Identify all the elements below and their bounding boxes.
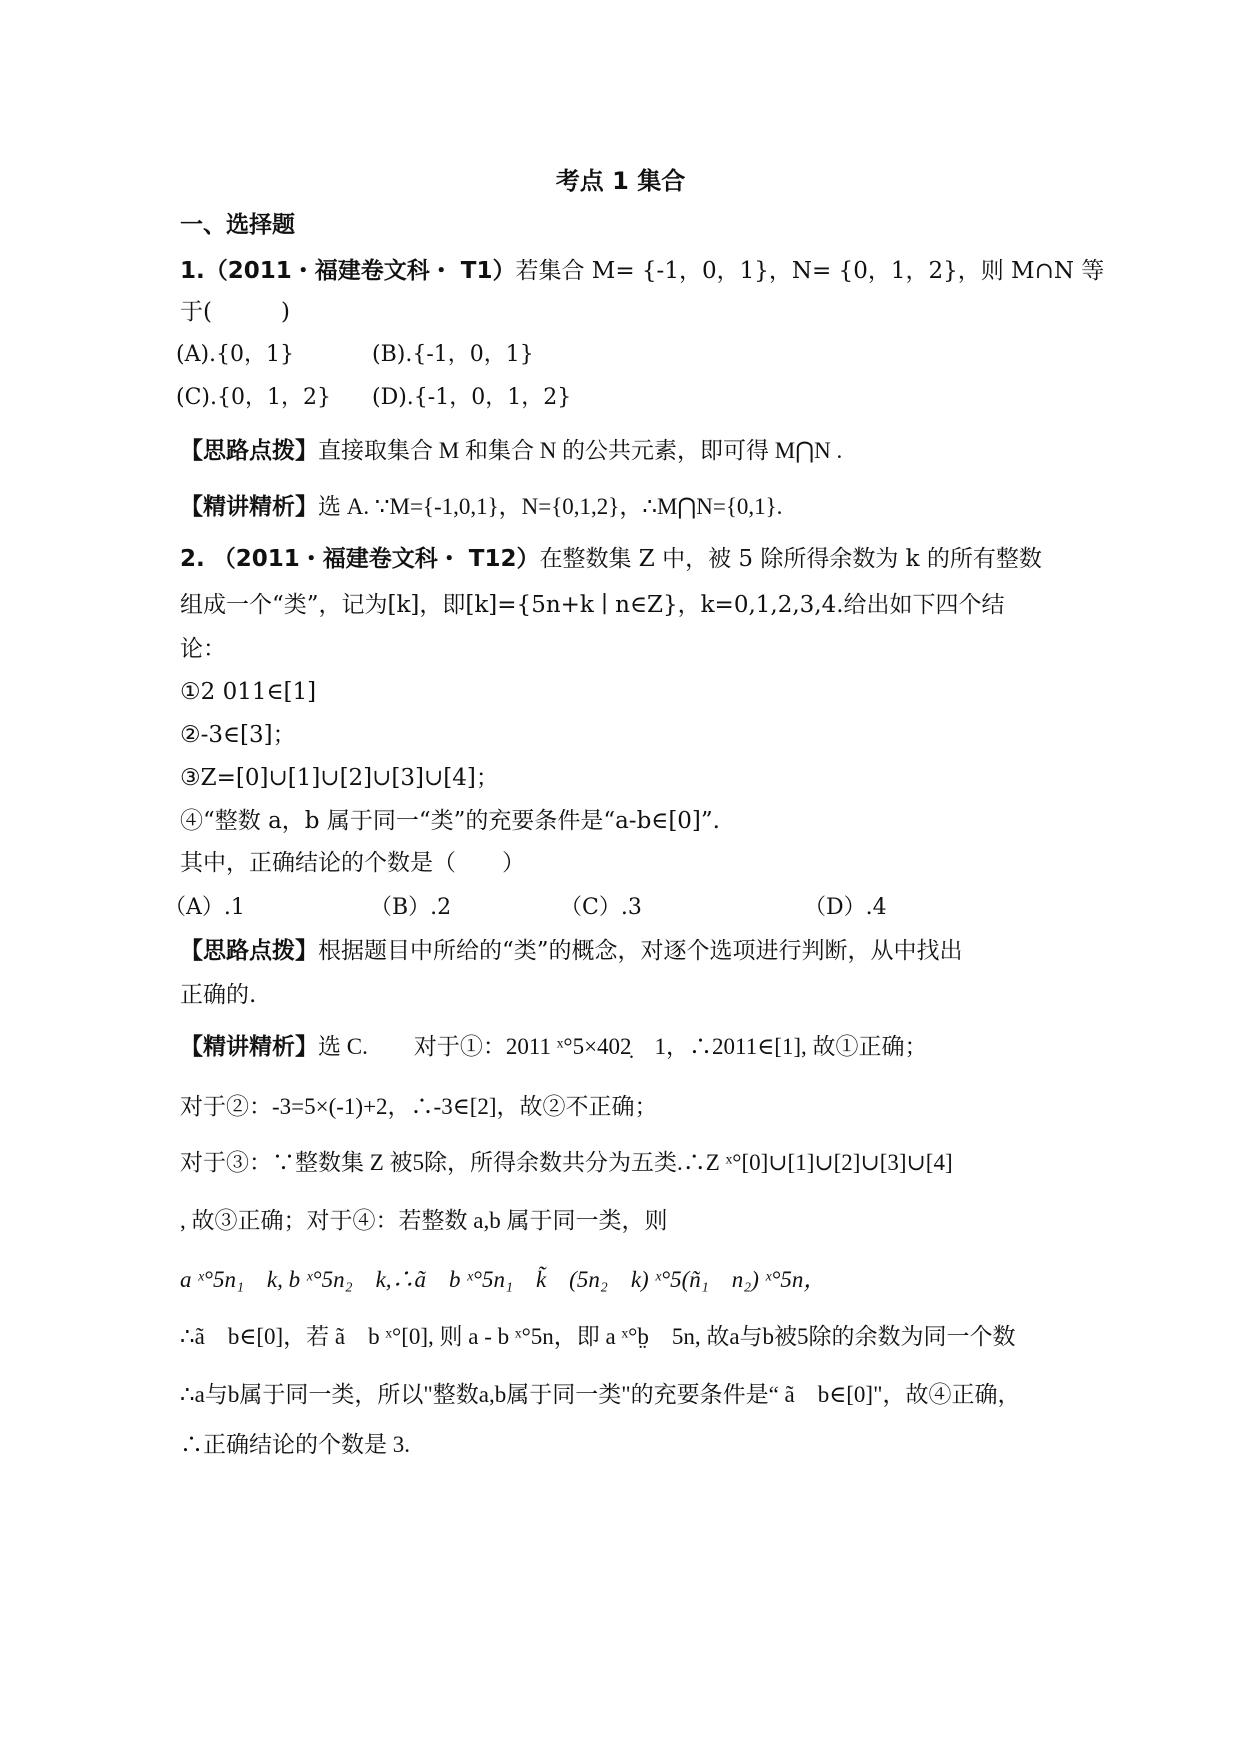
q1-hint-text: 直接取集合 M 和集合 N 的公共元素，即可得 M⋂N . xyxy=(318,438,843,463)
q2-solution-7: ∴a与b属于同一类，所以"整数a,b属于同一类"的充要条件是“ ã b∈[0]"，故④正确， xyxy=(180,1382,1021,1407)
q2-hint-label: 【思路点拨】 xyxy=(180,938,318,964)
page-title: 考点 1 集合 xyxy=(555,167,686,195)
q2-statement-3: ③Z=[0]∪[1]∪[2]∪[3]∪[4]； xyxy=(180,765,499,791)
q2-hint-1 xyxy=(180,936,1061,966)
q1-line-1 xyxy=(180,256,1105,286)
q1-text-1: 若集合 M= {-1，0，1}，N= {0，1，2}，则 M∩N 等 xyxy=(515,258,1105,284)
q2-sol-text-1: 选 C. 对于①：2011 ˣ°5×402̣ 1，∴2011∈[1], 故①正确； xyxy=(318,1034,928,1059)
q1-sol-text: 选 A. ∵M={-1,0,1}，N={0,1,2}，∴M⋂N={0,1}. xyxy=(318,494,783,519)
q2-question: 其中，正确结论的个数是（ ） xyxy=(180,850,525,876)
q2-text-3: 论： xyxy=(180,636,226,662)
q2-sol-label: 【精讲精析】 xyxy=(180,1034,318,1060)
q2-statement-4: ④“整数 a，b 属于同一“类”的充要条件是“a-b∈[0]”. xyxy=(180,808,720,834)
q2-option-d: （D）.4 xyxy=(804,895,887,920)
q2-hint-2: 正确的. xyxy=(180,982,257,1008)
q2-solution-3: 对于③：∵整数集 Z 被5除，所得余数共分为五类.∴Z ˣ°[0]∪[1]∪[2]∪[3]∪[4] xyxy=(180,1150,953,1175)
q2-option-c: （C）.3 xyxy=(560,895,642,920)
q2-solution-1 xyxy=(180,1032,1061,1062)
q2-text-2: 组成一个“类”，记为[k]，即[k]={5n+k ∣ n∈Z}，k=0,1,2,3,4.给出如下四个结 xyxy=(180,592,1005,618)
q1-sol-label: 【精讲精析】 xyxy=(180,494,318,520)
q1-option-b: (B).{-1，0，1} xyxy=(372,342,534,367)
q1-option-d: (D).{-1，0，1，2} xyxy=(372,385,572,410)
q2-solution-8: ∴正确结论的个数是 3. xyxy=(180,1432,410,1457)
q1-solution xyxy=(180,492,1061,522)
q2-solution-4: , 故③正确；对于④：若整数 a,b 属于同一类，则 xyxy=(180,1208,668,1233)
section-heading: 一、选择题 xyxy=(180,212,295,238)
q1-hint xyxy=(180,436,1061,466)
q2-head: 2. （2011・福建卷文科・ T12） xyxy=(180,546,540,572)
q2-solution-5: a ˣ°5n₁ k, b ˣ°5n₂ k,∴ã b ˣ°5n₁ k̃ (5n₂ k) ˣ°5(ñ₁ n₂) ˣ°5n， xyxy=(180,1267,827,1292)
q1-text-2: 于( ) xyxy=(180,299,290,325)
q2-statement-1: ①2 011∈[1] xyxy=(180,679,317,705)
q1-hint-label: 【思路点拨】 xyxy=(180,438,318,464)
q2-option-a: （A）.1 xyxy=(164,895,245,920)
q1-option-a: (A).{0，1} xyxy=(176,342,295,367)
q2-solution-6: ∴ã b∈[0]，若 ã b ˣ°[0], 则 a - b ˣ°5n，即 a ˣ°b̤ 5n, 故a与b被5除的余数为同一个数 xyxy=(180,1324,1016,1349)
q1-option-c: (C).{0，1，2} xyxy=(176,385,331,410)
q2-option-b: （B）.2 xyxy=(370,895,452,920)
q2-hint-text-1: 根据题目中所给的“类”的概念，对逐个选项进行判断，从中找出 xyxy=(318,938,963,964)
q2-statement-2: ②-3∈[3]； xyxy=(180,722,296,748)
q2-line-1 xyxy=(180,544,1061,574)
q2-text-1: 在整数集 Z 中，被 5 除所得余数为 k 的所有整数 xyxy=(539,546,1042,572)
q1-head: 1.（2011・福建卷文科・ T1） xyxy=(180,258,516,284)
q2-solution-2: 对于②：-3=5×(-1)+2，∴-3∈[2]，故②不正确； xyxy=(180,1094,658,1119)
